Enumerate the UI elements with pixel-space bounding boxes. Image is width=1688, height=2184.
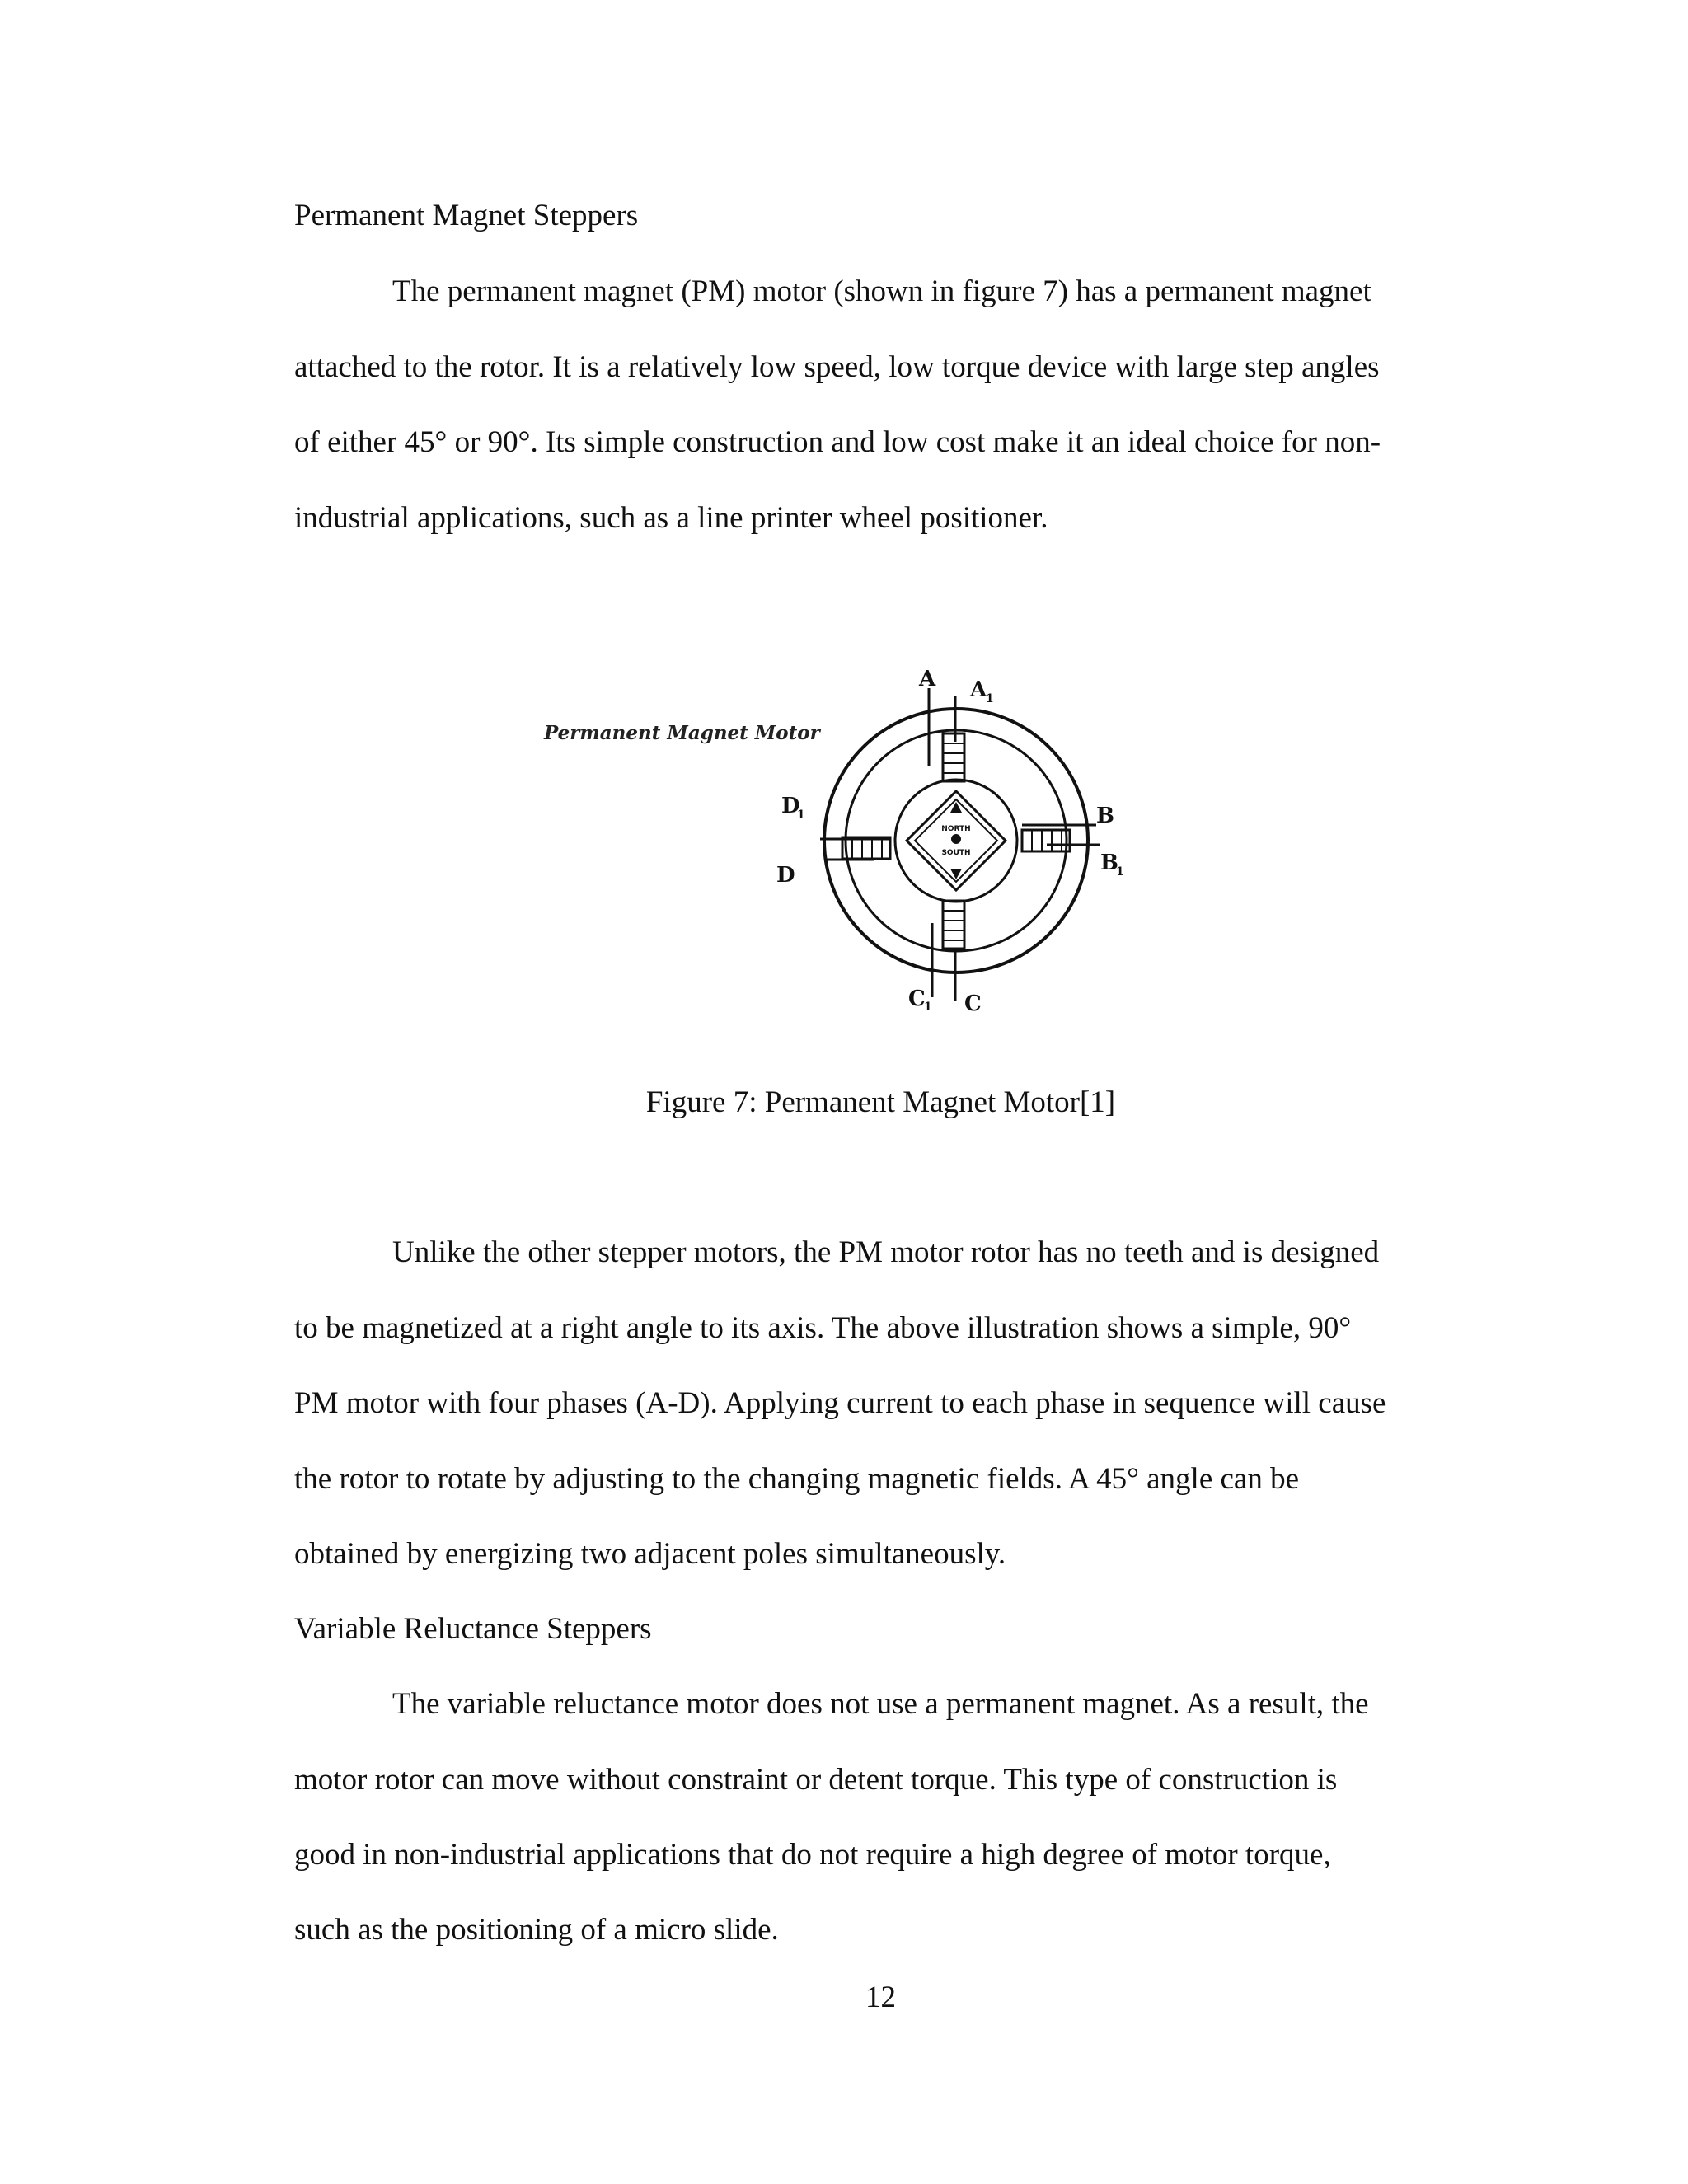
paragraph-line: PM motor with four phases (A-D). Applying current to each phase in sequence will cause <box>294 1386 1386 1420</box>
paragraph-line: of either 45° or 90°. Its simple construction and low cost make it an ideal choice for non- <box>294 425 1381 459</box>
rotor-magnet <box>907 791 1006 890</box>
label-c: C <box>964 991 982 1016</box>
paragraph-line: the rotor to rotate by adjusting to the changing magnetic fields. A 45° angle can be <box>294 1462 1300 1496</box>
pole-d-coil <box>820 837 890 860</box>
paragraph-line: The variable reluctance motor does not use a permanent magnet. As a result, the <box>392 1687 1369 1721</box>
rotor-south-label: SOUTH <box>941 849 971 857</box>
paragraph-line: motor rotor can move without constraint or detent torque. This type of construction is <box>294 1763 1338 1797</box>
paragraph-line: The permanent magnet (PM) motor (shown in figure 7) has a permanent magnet <box>392 274 1372 308</box>
label-a1: A <box>970 677 987 702</box>
label-a: A <box>919 667 936 691</box>
label-d1: D <box>781 794 800 818</box>
section-heading-permanent-magnet: Permanent Magnet Steppers <box>294 199 639 232</box>
paragraph-line: such as the positioning of a micro slide. <box>294 1913 779 1947</box>
permanent-magnet-motor-diagram <box>528 651 1162 1047</box>
label-b: B <box>1096 804 1114 828</box>
figure-title: Permanent Magnet Motor <box>544 722 820 744</box>
label-c1-subscript: 1 <box>924 1001 932 1014</box>
label-d: D <box>776 863 795 888</box>
label-b1-subscript: 1 <box>1116 865 1124 879</box>
label-a1-subscript: 1 <box>986 692 994 705</box>
label-b1: B <box>1100 851 1118 875</box>
pole-a-coil <box>929 688 964 781</box>
paragraph-line: attached to the rotor. It is a relatively low speed, low torque device with large step angles <box>294 350 1380 384</box>
section-heading-variable-reluctance: Variable Reluctance Steppers <box>294 1612 652 1646</box>
label-c1: C <box>908 987 926 1011</box>
rotor-north-label: NORTH <box>941 825 971 833</box>
paragraph-line: good in non-industrial applications that do not require a high degree of motor torque, <box>294 1838 1331 1872</box>
label-d1-subscript: 1 <box>797 808 805 822</box>
paragraph-line: industrial applications, such as a line printer wheel positioner. <box>294 501 1048 535</box>
page-number: 12 <box>865 1980 896 2014</box>
figure-caption: Figure 7: Permanent Magnet Motor[1] <box>645 1085 1116 1119</box>
paragraph-line: Unlike the other stepper motors, the PM motor rotor has no teeth and is designed <box>392 1235 1380 1269</box>
paragraph-line: to be magnetized at a right angle to its axis. The above illustration shows a simple, 90° <box>294 1311 1352 1345</box>
paragraph-line: obtained by energizing two adjacent poles simultaneously. <box>294 1537 1006 1571</box>
